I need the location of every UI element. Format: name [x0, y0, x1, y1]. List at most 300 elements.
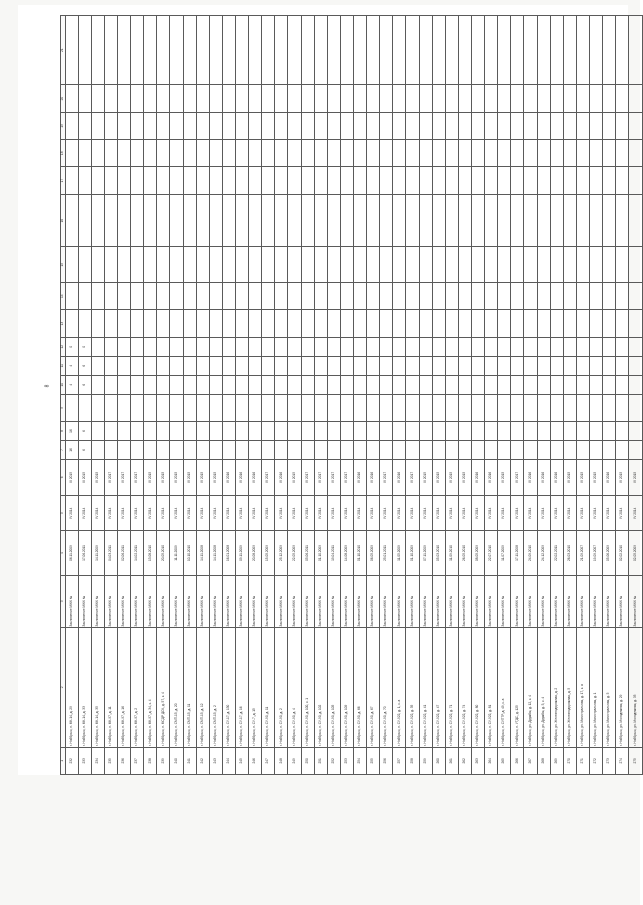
table-cell [629, 16, 643, 85]
table-cell [236, 422, 249, 441]
table-cell: IV 2015 [170, 459, 183, 495]
table-cell [91, 140, 104, 167]
table-cell: Заключение МЖК № [104, 575, 117, 628]
table-cell [589, 394, 602, 421]
table-cell [380, 194, 393, 247]
column-header: 10 [61, 375, 66, 394]
table-cell: г. Нойбрьск, п. СУПТР, д. 49, к. а [498, 628, 511, 748]
table-cell: г. Нойбрьск, п. СУ-90, д. 105 [327, 628, 340, 748]
table-cell [380, 16, 393, 85]
table-cell [249, 375, 262, 394]
table-cell: IV 2014 [157, 495, 170, 531]
table-cell [144, 441, 157, 460]
table-cell [288, 112, 301, 139]
table-cell [537, 310, 550, 337]
table-cell [262, 422, 275, 441]
table-row [419, 16, 432, 775]
table-cell [458, 16, 471, 85]
table-cell [340, 140, 353, 167]
table-cell: 14.11.2009 [91, 531, 104, 575]
table-row [262, 16, 275, 775]
table-cell [629, 422, 643, 441]
table-cell [78, 247, 91, 283]
table-cell [91, 394, 104, 421]
table-cell: 260 [432, 747, 445, 774]
table-cell [563, 394, 576, 421]
table-cell [131, 167, 144, 194]
table-cell: IV 2014 [629, 495, 643, 531]
table-cell: 14.11.2008 [196, 531, 209, 575]
table-cell [275, 247, 288, 283]
table-cell: IV 2014 [131, 495, 144, 531]
table-row [144, 16, 157, 775]
table-cell [471, 16, 484, 85]
table-cell: г. Нойбрьск, п. СУ-90, д. 109 [340, 628, 353, 748]
table-cell [65, 140, 78, 167]
table-cell: 11.11.2009 [170, 531, 183, 575]
table-cell [314, 356, 327, 375]
table-cell [537, 394, 550, 421]
table-cell [340, 247, 353, 283]
table-cell: Заключение МЖК № [91, 575, 104, 628]
table-cell [118, 441, 131, 460]
table-cell: г. Нойбрьск, п. СУ-90, д. 2 [275, 628, 288, 748]
table-cell [616, 283, 629, 310]
table-cell [314, 167, 327, 194]
table-cell [406, 194, 419, 247]
table-cell [603, 167, 616, 194]
table-cell [327, 194, 340, 247]
table-cell [327, 310, 340, 337]
table-cell [65, 85, 78, 112]
table-row [118, 16, 131, 775]
table-cell: г. Нойбрьск, п. СУ-922, д. 71 [445, 628, 458, 748]
table-cell [131, 112, 144, 139]
table-cell [419, 112, 432, 139]
table-cell [249, 441, 262, 460]
table-cell [432, 16, 445, 85]
table-cell [209, 441, 222, 460]
table-cell: Заключение МЖК № [445, 575, 458, 628]
table-cell [183, 167, 196, 194]
table-cell [78, 112, 91, 139]
table-cell [314, 375, 327, 394]
table-cell: IV 2014 [406, 495, 419, 531]
table-cell: 257 [393, 747, 406, 774]
table-cell [589, 422, 602, 441]
table-cell [589, 85, 602, 112]
table-cell [196, 441, 209, 460]
table-cell: IV 2014 [393, 495, 406, 531]
table-cell [380, 356, 393, 375]
table-cell [275, 337, 288, 356]
table-cell [275, 140, 288, 167]
table-cell [327, 247, 340, 283]
table-cell [485, 247, 498, 283]
table-cell [170, 375, 183, 394]
table-cell [340, 112, 353, 139]
table-cell [537, 283, 550, 310]
table-cell [393, 167, 406, 194]
table-cell [327, 441, 340, 460]
table-cell [131, 310, 144, 337]
table-cell [524, 394, 537, 421]
table-cell: 268 [537, 747, 550, 774]
table-cell [498, 140, 511, 167]
table-cell [419, 337, 432, 356]
table-cell: IV 2014 [262, 495, 275, 531]
table-cell [262, 375, 275, 394]
table-cell: Заключение МЖК № [589, 575, 602, 628]
table-cell [432, 394, 445, 421]
table-cell [616, 247, 629, 283]
table-cell [380, 310, 393, 337]
table-cell [511, 167, 524, 194]
table-cell [576, 356, 589, 375]
table-cell [118, 310, 131, 337]
table-cell [301, 16, 314, 85]
table-cell: 22.07.2010 [485, 531, 498, 575]
table-cell: г. Нойбрьск, п. СУ-17, д. 16 [236, 628, 249, 748]
table-cell: IV 2015 [196, 459, 209, 495]
table-cell: III 2015 [78, 459, 91, 495]
table-cell [563, 310, 576, 337]
table-cell [340, 422, 353, 441]
table-cell: Заключение МЖК № [367, 575, 380, 628]
table-cell [432, 112, 445, 139]
table-cell [183, 310, 196, 337]
table-cell [118, 112, 131, 139]
table-cell [511, 375, 524, 394]
table-cell [196, 356, 209, 375]
table-cell [196, 422, 209, 441]
table-cell [131, 85, 144, 112]
column-header: 8 [61, 422, 66, 441]
table-cell: Заключение МЖК № [419, 575, 432, 628]
table-cell [157, 16, 170, 85]
table-cell [419, 247, 432, 283]
table-cell [104, 356, 117, 375]
table-cell [524, 167, 537, 194]
table-cell: Заключение МЖК № [354, 575, 367, 628]
table-row [196, 16, 209, 775]
table-cell: г. Нойбрьск, п. СУ-922, д. 41 [419, 628, 432, 748]
table-cell [104, 337, 117, 356]
table-cell [550, 394, 563, 421]
table-cell [170, 167, 183, 194]
table-cell [616, 16, 629, 85]
table-cell [131, 283, 144, 310]
table-cell [419, 283, 432, 310]
table-cell [262, 310, 275, 337]
table-cell: IV 2015 [498, 459, 511, 495]
table-cell [616, 85, 629, 112]
table-cell [524, 356, 537, 375]
table-cell: Заключение МЖК № [485, 575, 498, 628]
table-cell: IV 2016 [537, 459, 550, 495]
table-cell: 0 [65, 337, 78, 356]
table-cell [301, 394, 314, 421]
table-cell [91, 247, 104, 283]
table-cell [222, 441, 235, 460]
table-cell: IV 2016 [222, 459, 235, 495]
table-cell [419, 394, 432, 421]
table-cell [498, 310, 511, 337]
table-cell [340, 167, 353, 194]
table-cell [222, 375, 235, 394]
table-cell [458, 422, 471, 441]
table-cell: 6 [78, 375, 91, 394]
table-cell [419, 140, 432, 167]
table-cell [406, 441, 419, 460]
table-cell: 252 [327, 747, 340, 774]
table-cell: III 2015 [419, 459, 432, 495]
table-cell: IV 2014 [419, 495, 432, 531]
table-cell [91, 167, 104, 194]
table-cell [340, 310, 353, 337]
table-cell [249, 85, 262, 112]
table-cell [406, 337, 419, 356]
table-cell [354, 394, 367, 421]
table-cell [91, 375, 104, 394]
table-cell [471, 375, 484, 394]
table-cell [406, 85, 419, 112]
table-cell [471, 441, 484, 460]
table-cell [432, 194, 445, 247]
table-cell [157, 310, 170, 337]
table-cell [249, 194, 262, 247]
table-cell [249, 283, 262, 310]
table-cell [196, 337, 209, 356]
table-cell: IV 2014 [524, 495, 537, 531]
table-cell: IV 2014 [196, 495, 209, 531]
table-cell [393, 112, 406, 139]
table-cell [458, 283, 471, 310]
table-cell [498, 283, 511, 310]
table-cell [511, 310, 524, 337]
table-cell [183, 422, 196, 441]
table-cell [458, 247, 471, 283]
table-cell [485, 194, 498, 247]
document-page [18, 5, 637, 775]
table-cell [236, 356, 249, 375]
table-cell [445, 394, 458, 421]
table-cell [65, 194, 78, 247]
column-header: 21 [61, 16, 66, 85]
table-cell [576, 394, 589, 421]
table-cell [563, 16, 576, 85]
table-row [367, 16, 380, 775]
table-cell [262, 194, 275, 247]
column-header: 16 [61, 194, 66, 247]
table-cell: г. Нойбрьск, ул. Молодежная, д. 29 [616, 628, 629, 748]
table-cell [458, 310, 471, 337]
table-cell: 02.05.2009 [629, 531, 643, 575]
table-cell [236, 16, 249, 85]
table-cell [262, 16, 275, 85]
table-cell [104, 140, 117, 167]
table-cell [327, 16, 340, 85]
table-cell [144, 247, 157, 283]
table-cell [576, 422, 589, 441]
table-cell [576, 16, 589, 85]
table-cell [275, 441, 288, 460]
table-cell: Заключение МЖК № [196, 575, 209, 628]
table-cell [183, 337, 196, 356]
table-cell [275, 310, 288, 337]
table-cell [524, 310, 537, 337]
table-cell [603, 247, 616, 283]
table-cell [498, 194, 511, 247]
table-cell: 19.09.2007 [589, 531, 602, 575]
table-cell [406, 375, 419, 394]
rotated-table-area [60, 15, 643, 775]
table-cell [445, 247, 458, 283]
table-cell [367, 441, 380, 460]
table-cell [288, 85, 301, 112]
table-cell [354, 112, 367, 139]
table-cell [144, 337, 157, 356]
table-cell: 259 [419, 747, 432, 774]
table-cell [367, 16, 380, 85]
table-cell [354, 194, 367, 247]
table-cell [222, 112, 235, 139]
table-cell [301, 112, 314, 139]
table-cell [301, 337, 314, 356]
table-cell [78, 85, 91, 112]
table-cell [170, 85, 183, 112]
table-cell: г. Нойбрьск, п. СУ-90, д. 100, к. 1 [301, 628, 314, 748]
table-cell: IV 2016 [275, 459, 288, 495]
table-cell [550, 247, 563, 283]
table-cell: г. Нойбрьск, п. СУ-922, д. 47 [432, 628, 445, 748]
table-cell: 4 [65, 375, 78, 394]
table-cell [458, 85, 471, 112]
table-cell [222, 194, 235, 247]
table-cell [393, 441, 406, 460]
table-cell [393, 337, 406, 356]
table-cell: 6 [78, 356, 91, 375]
table-cell [118, 167, 131, 194]
table-cell: Заключение МЖК № [576, 575, 589, 628]
table-cell [550, 16, 563, 85]
table-cell [524, 16, 537, 85]
table-cell [104, 394, 117, 421]
table-row [157, 16, 170, 775]
table-cell [629, 283, 643, 310]
table-cell [445, 112, 458, 139]
table-row [301, 16, 314, 775]
table-cell [288, 167, 301, 194]
table-cell [104, 194, 117, 247]
table-cell [367, 283, 380, 310]
table-cell: г. Нойбрьск, п. СУ-90, д. 70 [380, 628, 393, 748]
table-cell [157, 247, 170, 283]
table-cell [589, 375, 602, 394]
table-cell [550, 310, 563, 337]
table-cell: Заключение МЖК № [524, 575, 537, 628]
table-cell [354, 441, 367, 460]
table-cell [603, 356, 616, 375]
table-cell [262, 441, 275, 460]
table-cell [367, 112, 380, 139]
table-cell [380, 167, 393, 194]
table-cell: IV 2014 [380, 495, 393, 531]
table-cell [629, 167, 643, 194]
table-cell [288, 356, 301, 375]
table-cell [249, 16, 262, 85]
table-cell: Заключение МЖК № [327, 575, 340, 628]
table-cell [288, 283, 301, 310]
table-cell [563, 167, 576, 194]
table-cell [209, 194, 222, 247]
table-cell [327, 394, 340, 421]
table-cell [563, 422, 576, 441]
table-cell [275, 112, 288, 139]
table-cell [393, 356, 406, 375]
table-cell [288, 310, 301, 337]
table-cell [327, 85, 340, 112]
table-cell: Заключение МЖК № [458, 575, 471, 628]
table-cell [196, 310, 209, 337]
table-cell [380, 337, 393, 356]
table-cell [327, 356, 340, 375]
table-cell [354, 356, 367, 375]
table-cell [498, 112, 511, 139]
table-cell: Заключение МЖК № [380, 575, 393, 628]
table-row [104, 16, 117, 775]
table-cell: IV 2014 [65, 495, 78, 531]
table-cell [170, 356, 183, 375]
table-cell: 245 [236, 747, 249, 774]
table-cell: IV 2015 [629, 459, 643, 495]
table-cell: IV 2014 [354, 495, 367, 531]
table-cell: IV 2014 [340, 495, 353, 531]
table-cell [380, 394, 393, 421]
table-cell [222, 16, 235, 85]
table-cell [471, 337, 484, 356]
table-row [340, 16, 353, 775]
table-cell [301, 283, 314, 310]
table-cell [393, 422, 406, 441]
column-header: 5 [61, 495, 66, 531]
table-cell: г. Нойбрьск, п. СУ-922, д. 80 [471, 628, 484, 748]
table-row [432, 16, 445, 775]
table-cell: 242 [196, 747, 209, 774]
table-cell: 272 [589, 747, 602, 774]
table-cell [550, 356, 563, 375]
table-row [91, 16, 104, 775]
table-cell [91, 356, 104, 375]
table-cell [616, 112, 629, 139]
table-cell: 16 [65, 441, 78, 460]
table-cell [537, 422, 550, 441]
table-cell [445, 16, 458, 85]
table-cell [485, 337, 498, 356]
table-cell [222, 247, 235, 283]
table-cell [367, 247, 380, 283]
table-cell [432, 167, 445, 194]
table-cell: IV 2014 [209, 495, 222, 531]
table-cell: IV 2014 [616, 495, 629, 531]
table-cell: г. Нойбрьск, п. МК-14, д. 35 [91, 628, 104, 748]
table-cell [603, 112, 616, 139]
table-cell [65, 247, 78, 283]
table-cell [406, 140, 419, 167]
table-cell [380, 140, 393, 167]
table-cell [301, 422, 314, 441]
table-cell [196, 85, 209, 112]
